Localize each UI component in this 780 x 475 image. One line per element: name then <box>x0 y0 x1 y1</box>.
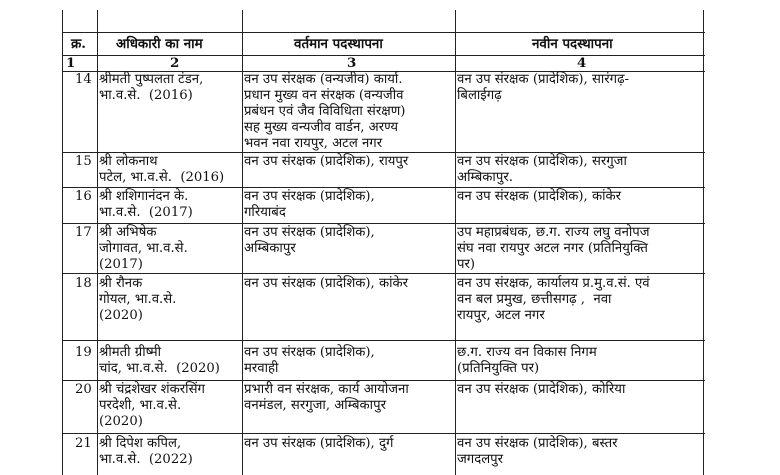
current-posting-line: मरवाही <box>244 361 279 376</box>
row-sno: 21 <box>75 436 92 451</box>
current-posting-line: वन उप संरक्षक (प्रादेशिक), <box>244 189 375 204</box>
officer-name-line: पटेल, भा.व.से. (2016) <box>99 170 225 185</box>
row-divider <box>62 32 705 33</box>
row-sno: 17 <box>75 225 92 240</box>
officer-name-line: गोयल, भा.व.से. <box>99 292 177 307</box>
new-posting-line: वन उप संरक्षक (प्रादेशिक), सारंगढ़- <box>457 72 629 87</box>
row-sno: 16 <box>75 189 92 204</box>
posting-table <box>62 10 705 475</box>
new-posting-line: वन उप संरक्षक (प्रादेशिक), कांकेर <box>457 189 622 204</box>
col-divider <box>62 10 63 475</box>
current-posting-line: वनमंडल, सरगुजा, अम्बिकापुर <box>244 398 386 413</box>
current-posting-line: प्रधान मुख्य वन संरक्षक (वन्यजीव <box>244 88 404 103</box>
row-sno: 14 <box>75 72 92 87</box>
new-posting-line: वन उप संरक्षक (प्रादेशिक), बस्तर <box>457 436 618 451</box>
new-posting-line: जगदलपुर <box>457 452 504 467</box>
new-posting-line: वन उप संरक्षक (प्रादेशिक), सरगुजा <box>457 154 627 169</box>
current-posting-line: वन उप संरक्षक (प्रादेशिक), <box>244 225 375 240</box>
officer-name-line: श्री शशिगानंदन के. <box>99 189 189 204</box>
row-divider <box>62 433 705 434</box>
row-sno: 19 <box>75 345 92 360</box>
officer-name-line: परदेशी, भा.व.से. <box>99 398 182 413</box>
new-posting-line: संघ नवा रायपुर अटल नगर (प्रतिनियुक्ति <box>457 241 648 256</box>
new-posting-line: अम्बिकापुर. <box>457 170 513 185</box>
header-new-posting: नवीन पदस्थापना <box>532 36 613 52</box>
current-posting-line: प्रबंधन एवं जैव विविधिता संरक्षण) <box>244 104 406 119</box>
column-number: 4 <box>577 55 587 71</box>
new-posting-line: पर) <box>457 257 476 272</box>
new-posting-line: (प्रतिनियुक्ति पर) <box>457 361 540 376</box>
officer-name-line: श्री चंद्रशेखर शंकरसिंग <box>99 382 205 397</box>
new-posting-line: वन उप संरक्षक (प्रादेशिक), कोरिया <box>457 382 626 397</box>
officer-name-line: भा.व.से. (2017) <box>99 205 193 220</box>
header-current-posting: वर्तमान पदस्थापना <box>294 36 383 52</box>
officer-name-line: जोगावत, भा.व.से. <box>99 241 188 256</box>
officer-name-line: श्रीमती ग्रीष्मी <box>99 345 162 360</box>
current-posting-line: भवन नवा रायपुर, अटल नगर <box>244 136 383 151</box>
new-posting-line: वन उप संरक्षक, कार्यालय प्र.मु.व.सं. एवं <box>457 276 650 291</box>
officer-name-line: श्री रौनक <box>99 276 143 291</box>
new-posting-line: वन बल प्रमुख, छत्तीसगढ़ , नवा <box>457 292 612 307</box>
new-posting-line: रायपुर, अटल नगर <box>457 308 545 323</box>
officer-name-line: (2017) <box>99 257 143 272</box>
column-number: 3 <box>347 55 357 71</box>
officer-name-line: (2020) <box>99 414 143 429</box>
header-officer-name: अधिकारी का नाम <box>116 36 203 52</box>
row-divider <box>62 55 705 56</box>
officer-name-line: श्री दिपेश कपिल, <box>99 436 182 451</box>
officer-name-line: श्री लोकनाथ <box>99 154 158 169</box>
officer-name-line: (2020) <box>99 308 143 323</box>
current-posting-line: वन उप संरक्षक (वन्यजीव) कार्या. <box>244 72 403 87</box>
current-posting-line: सह मुख्य वन्यजीव वार्डन, अरण्य <box>244 120 399 135</box>
officer-name-line: श्री अभिषेक <box>99 225 157 240</box>
current-posting-line: वन उप संरक्षक (प्रादेशिक), रायपुर <box>244 154 409 169</box>
row-divider <box>62 273 705 274</box>
row-sno: 20 <box>75 382 92 397</box>
row-sno: 15 <box>75 154 92 169</box>
column-number: 2 <box>170 55 180 71</box>
officer-name-line: श्रीमती पुष्पलता टंडन, <box>99 72 204 87</box>
current-posting-line: वन उप संरक्षक (प्रादेशिक), दुर्ग <box>244 436 394 451</box>
officer-name-line: भा.व.से. (2016) <box>99 88 193 103</box>
column-number: 1 <box>66 55 76 71</box>
current-posting-line: गरियाबंद <box>244 205 286 220</box>
new-posting-line: उप महाप्रबंधक, छ.ग. राज्य लघु वनोपज <box>457 225 650 240</box>
col-divider <box>703 10 704 475</box>
officer-name-line: चांद, भा.व.से. (2020) <box>99 361 220 376</box>
header-sno: क्र. <box>71 36 86 52</box>
new-posting-line: छ.ग. राज्य वन विकास निगम <box>457 345 597 360</box>
current-posting-line: प्रभारी वन संरक्षक, कार्य आयोजना <box>244 382 409 397</box>
current-posting-line: अम्बिकापुर <box>244 241 296 256</box>
new-posting-line: बिलाईगढ़ <box>457 88 502 103</box>
current-posting-line: वन उप संरक्षक (प्रादेशिक), कांकेर <box>244 276 409 291</box>
row-sno: 18 <box>75 276 92 291</box>
officer-name-line: भा.व.से. (2022) <box>99 452 193 467</box>
row-divider <box>62 340 705 341</box>
current-posting-line: वन उप संरक्षक (प्रादेशिक), <box>244 345 375 360</box>
